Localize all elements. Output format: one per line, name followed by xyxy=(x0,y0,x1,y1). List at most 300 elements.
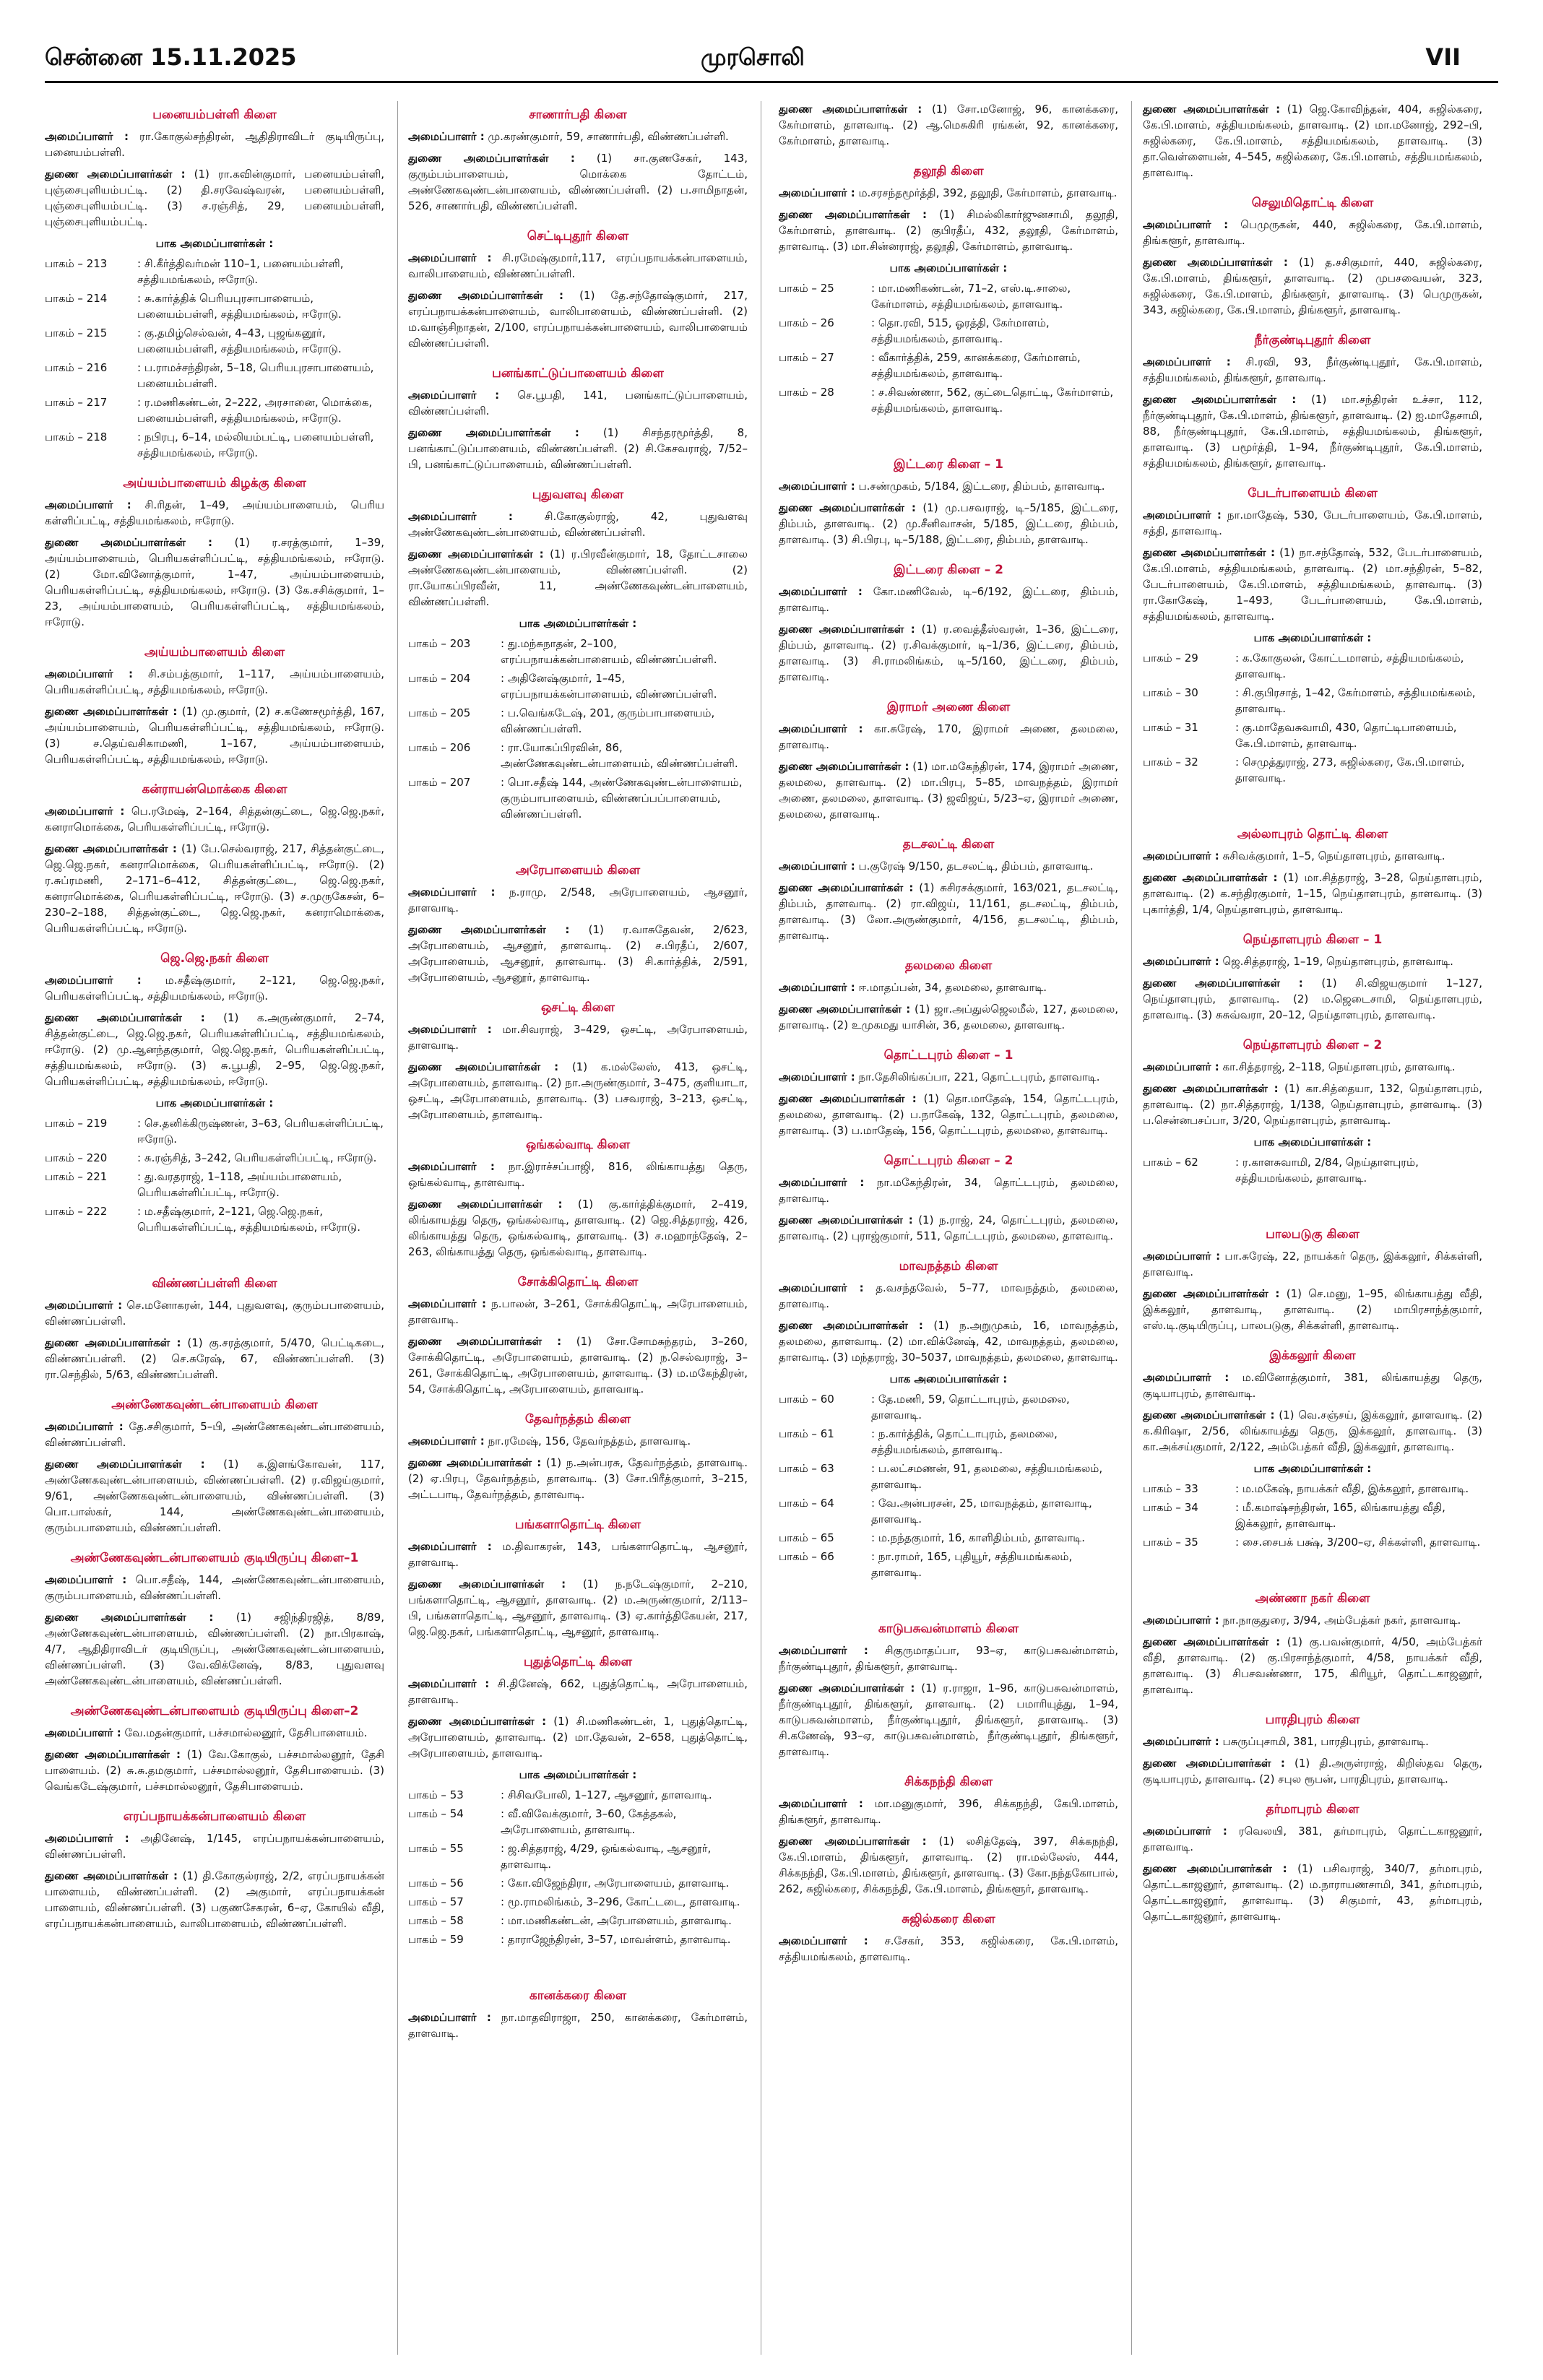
deputy-organizers-names: (1) கு.சரத்குமார், 5/470, பெட்டிகடை, விண்ணப்பள்ளி. (2) செ.சுரேஷ், 67, விண்ணப்பள்ளி. (3) ரா.செந்தில், 5/63, விண்ணப்பள்ளி. xyxy=(45,1336,384,1381)
deputy-organizers-names: (1) சஜிந்திரஜித், 8/89, அண்ணேகவுண்டன்பாளையம், விண்ணப்பள்ளி. (2) நா.பிரகாஷ், 4/7, ஆதிதிராவிடர் குடியிருப்பு, அண்ணேகவுண்டன்பாளையம், விண்ணப்பள்ளி. (3) வே.விக்னேஷ், 8/83, புதுவளவு அண்ணேகவுண்டன்பாளையம், விண்ணப்பள்ளி. xyxy=(45,1611,384,1687)
deputy-organizers-names: (1) நா.சந்தோஷ், 532, பேடர்பாளையம், கே.பி.மாளம், சத்தியமங்கலம், தாளவாடி. (2) மா.சந்திரன், 5–82, பேடர்பாளையம், கே.பி.மாளம், சத்தியமங்கலம், தாளவாடி. (3) ரா.கோகேஷ், 1–493, பேடர்பாளையம், கே.பி.மாளம், சத்தியமங்கலம், தாளவாடி. xyxy=(1143,546,1482,623)
organizer-entry xyxy=(408,1021,748,1053)
branch-section xyxy=(45,949,384,1235)
organizer-entry xyxy=(1143,354,1482,386)
branch-heading: பாரதிபுரம் கிளை xyxy=(1265,1713,1360,1727)
branch-heading: அரேபாளையம் கிளை xyxy=(515,863,641,878)
booth-row xyxy=(408,636,748,667)
booth-row xyxy=(779,1549,1118,1580)
deputy-organizers-label: துணை அமைப்பாளர்கள் : xyxy=(45,1336,181,1349)
organizer-name: மா.சிவராஜ், 3–429, ஒசட்டி, அரேபாளையம், தாளவாடி. xyxy=(408,1023,748,1052)
booth-number: பாகம் – 62 xyxy=(1143,1156,1198,1169)
booth-row xyxy=(779,280,1118,312)
branch-heading: பங்களாதொட்டி கிளை xyxy=(514,1518,641,1532)
organizer-entry xyxy=(408,387,748,419)
deputy-organizers-names: (1) தே.சந்தோஷ்குமார், 217, எரப்பநாயக்கன்பாளையம், வாலிபாளையம், விண்ணப்பள்ளி. (2) ம.வாஞ்சிநாதன், 2/100, எரப்பநாயக்கன்பாளையம், வாலிபாளையம் விண்ணப்பள்ளி. xyxy=(408,289,748,350)
organizer-entry xyxy=(1143,1248,1482,1280)
organizer-name: த.வசந்தவேல், 5–77, மாவநத்தம், தலமலை, தாளவாடி. xyxy=(779,1281,1118,1310)
booth-row xyxy=(779,315,1118,347)
deputy-organizers-label: துணை அமைப்பாளர்கள் : xyxy=(408,1060,559,1073)
booth-number: பாகம் – 64 xyxy=(779,1497,834,1510)
deputy-organizers-label: துணை அமைப்பாளர்கள் : xyxy=(408,426,579,439)
booth-row xyxy=(408,1840,748,1872)
branch-section xyxy=(408,364,748,472)
deputy-organizers-entry xyxy=(45,841,384,936)
deputy-organizers-label: துணை அமைப்பாளர்கள் : xyxy=(1143,1635,1281,1648)
booth-row xyxy=(1143,685,1482,717)
branch-heading: புதுவளவு கிளை xyxy=(532,488,624,502)
branch-section xyxy=(779,698,1118,822)
booth-row xyxy=(408,1931,748,1947)
organizer-name: மா.மனுகுமார், 396, சிக்கநந்தி, கேபி.மாளம், திங்களூர், தாளவாடி. xyxy=(779,1797,1118,1826)
branch-heading: அண்ணேகவுண்டன்பாளையம் குடியிருப்பு கிளை–2 xyxy=(70,1704,359,1718)
organizer-entry xyxy=(779,478,1118,494)
branch-heading: அண்ணேகவுண்டன்பாளையம் கிளை xyxy=(111,1398,318,1412)
branch-heading: எரப்பநாயக்கன்பாளையம் கிளை xyxy=(123,1809,306,1824)
deputy-organizers-entry xyxy=(779,1317,1118,1365)
branch-heading: புதுத்தொட்டி கிளை xyxy=(524,1655,632,1669)
deputy-organizers-entry xyxy=(1143,1081,1482,1128)
branch-section xyxy=(408,861,748,985)
organizer-label: அமைப்பாளர் : xyxy=(1143,1735,1219,1748)
booth-row xyxy=(1143,719,1482,751)
organizer-name: நா.மகேந்திரன், 34, தொட்டபுரம், தலமலை, தாளவாடி. xyxy=(779,1176,1118,1205)
booth-organizers-heading: பாக அமைப்பாளர்கள் : xyxy=(1253,1135,1372,1148)
deputy-organizers-label: துணை அமைப்பாளர்கள் : xyxy=(1143,1862,1287,1875)
branch-section xyxy=(1143,484,1482,786)
deputy-organizers-label: துணை அமைப்பாளர்கள் : xyxy=(779,760,909,773)
deputy-organizers-names: (1) சோ.சோமசுந்தரம், 3–260, சோக்கிதொட்டி, அரேபாளையம், தாளவாடி. (2) ந.செல்வராஜ், 3–261, சோக்கிதொட்டி, அரேபாளையம், தாளவாடி. (3) ம.மகேந்திரன், 54, சோக்கிதொட்டி, அரேபாளையம், தாளவாடி. xyxy=(408,1335,748,1395)
branch-heading: அண்ணா நகர் கிளை xyxy=(1255,1591,1370,1606)
booth-row xyxy=(408,705,748,737)
deputy-organizers-label: துணை அமைப்பாளர்கள் : xyxy=(408,923,570,936)
deputy-organizers-names: (1) ரா.கவின்குமார், பனையம்பள்ளி, புஞ்சைபுளியம்பட்டி. (2) தி.சரவேஷ்வரன், பனையம்பள்ளி, புஞ்சைபுளியம்பட்டி. (3) ச.ரஞ்சித், 29, பனையம்பள்ளி, புஞ்சைபுளியம்பட்டி. xyxy=(45,168,384,228)
branch-heading: இக்கலூர் கிளை xyxy=(1269,1349,1356,1363)
deputy-organizers-entry xyxy=(1143,1755,1482,1787)
branch-section xyxy=(1143,930,1482,1023)
deputy-organizers-label: துணை அமைப்பாளர்கள் : xyxy=(408,1578,566,1591)
section-spacer xyxy=(779,429,1118,451)
deputy-organizers-names: (1) ர.சரத்குமார், 1–39, அய்யம்பாளையம், பெரியகள்ளிப்பட்டி, சத்தியமங்கலம், ஈரோடு. (2) மோ.வினோத்குமார், 1–47, அய்யம்பாளையம், பெரியகள்ளிப்பட்டி, சத்தியமங்கலம், ஈரோடு. (3) கே.சசிக்குமார், 1–23, அய்யம்பாளையம், பெரியகள்ளிப்பட்டி, சத்தியமங்கலம், ஈரோடு. xyxy=(45,536,384,628)
branch-section xyxy=(45,780,384,936)
deputy-organizers-names: (1) தி.அருள்ராஜ், கிறிஸ்தவ தெரு, குடியாபுரம், தாளவாடி. (2) சபுல ரூபன், பாரதிபுரம், தாளவாடி. xyxy=(1143,1757,1482,1786)
deputy-organizers-entry xyxy=(408,1455,748,1502)
branch-section xyxy=(1143,101,1482,181)
deputy-organizers-label: துணை அமைப்பாளர்கள் : xyxy=(408,1335,562,1348)
deputy-organizers-entry xyxy=(779,621,1118,685)
deputy-organizers-names: (1) கா.சித்தையா, 132, நெய்தாளபுரம், தாளவாடி. (2) நா.சித்தராஜ், 1/138, நெய்தாளபுரம், தாளவாடி. (3) ப.சென்னபசப்பா, 3/20, நெய்தாளபுரம், தாளவாடி. xyxy=(1143,1082,1482,1127)
booth-organizer: : சை.சைபக் பக்ஷ், 3/200–ஏ, சிக்கள்ளி, தாளவாடி. xyxy=(1235,1536,1481,1549)
deputy-organizers-label: துணை அமைப்பாளர்கள் : xyxy=(408,289,564,302)
booth-organizer: : கு.மாதேவசுவாமி, 430, தொட்டிபாளையம், கே.பி.மாளம், தாளவாடி. xyxy=(1235,721,1457,750)
organizer-label: அமைப்பாளர் : xyxy=(45,1573,127,1586)
branch-section xyxy=(1143,1036,1482,1186)
deputy-organizers-names: (1) பே.செல்வராஜ், 217, சித்தன்குட்டை, ஜெ.ஜெ.நகர், கனராமொக்கை, பெரியகள்ளிப்பட்டி, ஈரோடு. (2) ர.சுப்ரமணி, 2–171–6–412, சித்தன்குட்டை, ஜெ.ஜெ.நகர், கனராமொக்கை, பெரியகள்ளிப்பட்டி, ஈரோடு. (3) ச.முருகேசன், 6–230–2–188, சித்தன்குட்டை, ஜெ.ஜெ.நகர், கனராமொக்கை, பெரியகள்ளிப்பட்டி, ஈரோடு. xyxy=(45,842,384,935)
branch-heading: தேவர்நத்தம் கிளை xyxy=(524,1412,631,1427)
organizer-label: அமைப்பாளர் : xyxy=(45,805,125,818)
booth-organizer: : கு.தமிழ்செல்வன், 4–43, புஜங்கனூர், பனையம்பள்ளி, சத்தியமங்கலம், ஈரோடு. xyxy=(137,326,342,355)
organizer-name: நா.மாதவிராஜா, 250, கானக்கரை, கேர்மாளம், தாளவாடி. xyxy=(408,2011,748,2040)
organizer-entry xyxy=(45,803,384,835)
organizer-label: அமைப்பாளர் : xyxy=(779,480,855,493)
booth-row xyxy=(45,1150,384,1166)
deputy-organizers-names: (1) செ.மனு, 1–95, லிங்காயத்து வீதி, இக்கலூர், தாளவாடி, தாளவாடி. (2) மாபிரசாந்த்குமார், எஸ்.டி.குடியிருப்பு, பாலபடுகு, சிக்கள்ளி, தாளவாடி. xyxy=(1143,1287,1482,1332)
organizer-name: பெமுருகன், 440, சுஜில்கரை, கே.பி.மாளம், திங்களூர், தாளவாடி. xyxy=(1143,218,1482,247)
deputy-organizers-entry xyxy=(779,1833,1118,1897)
booth-organizer: : ர.காளசுவாமி, 2/84, நெய்தாளபுரம், சத்தியமங்கலம், தாளவாடி. xyxy=(1235,1156,1419,1185)
deputy-organizers-label: துணை அமைப்பாளர்கள் : xyxy=(779,103,922,116)
branch-heading: அண்ணேகவுண்டன்பாளையம் குடியிருப்பு கிளை–1 xyxy=(70,1551,359,1565)
booth-row xyxy=(1143,754,1482,786)
booth-row xyxy=(779,384,1118,416)
booth-number: பாகம் – 213 xyxy=(45,257,108,270)
organizer-name: ந.ராமு, 2/548, அரேபாளையம், ஆசனூர், தாளவாடி. xyxy=(408,886,748,914)
booth-organizer: : ம.நந்தகுமார், 16, காளிதிம்பம், தாளவாடி. xyxy=(871,1531,1086,1544)
booth-number: பாகம் – 28 xyxy=(779,386,834,399)
organizer-entry xyxy=(45,1830,384,1862)
organizer-label: அமைப்பாளர் : xyxy=(779,1644,868,1657)
column-divider xyxy=(397,101,398,2355)
booth-organizer: : ப.ராமச்சந்திரன், 5–18, பெரியபுரசாபாளையம், பனையம்பள்ளி. xyxy=(137,361,374,390)
branch-section xyxy=(1143,1346,1482,1550)
branch-heading: சோக்கிதொட்டி கிளை xyxy=(517,1275,639,1289)
booth-row xyxy=(408,1894,748,1910)
booth-organizer: : ந.கார்த்திக், தொட்டாபுரம், தலமலை, சத்தியமங்கலம், தாளவாடி. xyxy=(871,1427,1058,1456)
page-number: VII xyxy=(1425,43,1461,71)
booth-number: பாகம் – 216 xyxy=(45,361,108,374)
organizer-name: கா.சுரேஷ், 170, இராமர் அணை, தலமலை, தாளவாடி. xyxy=(779,722,1118,751)
branch-heading: தடசலட்டி கிளை xyxy=(902,837,995,852)
booth-number: பாகம் – 58 xyxy=(408,1914,464,1927)
branch-section xyxy=(45,1395,384,1536)
deputy-organizers-label: துணை அமைப்பாளர்கள் : xyxy=(779,1003,911,1016)
deputy-organizers-entry xyxy=(1143,1407,1482,1455)
edition-date: சென்னை 15.11.2025 xyxy=(45,43,297,71)
organizer-label: அமைப்பாளர் : xyxy=(779,1797,863,1810)
booth-organizer: : சி.குபிரசாத், 1–42, கேர்மாளம், சத்தியமங்கலம், தாளவாடி. xyxy=(1235,686,1476,715)
branch-section xyxy=(779,1257,1118,1580)
deputy-organizers-label: துணை அமைப்பாளர்கள் : xyxy=(45,705,178,718)
column-2 xyxy=(408,101,748,2054)
organizer-name: பசுருப்புசாமி, 381, பாரதிபுரம், தாளவாடி. xyxy=(1222,1735,1429,1748)
branch-heading: பனையம்பள்ளி கிளை xyxy=(152,108,277,122)
organizer-label: அமைப்பாளர் : xyxy=(408,1677,490,1690)
organizer-entry xyxy=(779,979,1118,995)
organizer-label: அமைப்பாளர் : xyxy=(408,2011,491,2024)
deputy-organizers-names: (1) மு.குமார், (2) ச.கணேசமூர்த்தி, 167, அய்யம்பாளையம், பெரியகள்ளிப்பட்டி, சத்தியமங்கலம், ஈரோடு. (3) ச.தெய்வசிகாமணி, 1–167, அய்யம்பாளையம், பெரியகள்ளிப்பட்டி, சத்தியமங்கலம், ஈரோடு. xyxy=(45,705,384,766)
organizer-name: நா.ரமேஷ், 156, தேவர்நத்தம், தாளவாடி. xyxy=(488,1435,691,1448)
organizer-name: மு.கரண்குமார், 59, சாணார்பதி, விண்ணப்பள்ளி. xyxy=(488,130,729,143)
deputy-organizers-names: (1) வெ.சஞ்சய், இக்கலூர், தாளவாடி. (2) க.கிரிஷா, 2/56, லிங்காயத்து தெரு, இக்கலூர், தாளவாடி. (3) கா.அக்சய்குமார், 2/122, அம்பேத்கர் வீதி, இக்கலூர், தாளவாடி. xyxy=(1143,1408,1482,1453)
deputy-organizers-names: (1) சிமல்லிகார்ஜுனசாமி, தலூதி, கேர்மாளம், தாளவாடி. (2) குபிரதீப், 432, தலூதி, கேர்மாளம், தாளவாடி. (3) மா.சின்னராஜ், தலூதி, கேர்மாளம், தாளவாடி. xyxy=(779,208,1118,253)
section-spacer xyxy=(1143,799,1482,821)
deputy-organizers-names: (1) கு.கார்த்திக்குமார், 2–419, லிங்காயத்து தெரு, ஒங்கல்வாடி, தாளவாடி. (2) ஜெ.சித்தராஜ், 426, லிங்காயத்து தெரு, ஒங்கல்வாடி, தாளவாடி. (3) ச.மஹாந்தேஷ், 2–263, லிங்காயத்து தெரு, ஒங்கல்வாடி, தாளவாடி. xyxy=(408,1198,748,1258)
booth-organizer: : து.வரதராஜ், 1–118, அய்யம்பாளையம், பெரியகள்ளிப்பட்டி, ஈரோடு. xyxy=(137,1170,342,1199)
organizer-label: அமைப்பாளர் : xyxy=(45,1726,121,1739)
organizer-entry xyxy=(1143,1612,1482,1628)
organizer-label: அமைப்பாளர் : xyxy=(779,1070,855,1083)
organizer-label: அமைப்பாளர் : xyxy=(408,510,513,523)
branch-heading: நீர்குண்டிபுதூர் கிளை xyxy=(1254,333,1371,347)
organizer-entry xyxy=(1143,1734,1482,1749)
booth-row xyxy=(45,429,384,461)
section-spacer xyxy=(1143,1199,1482,1221)
organizer-label: அமைப்பாளர் : xyxy=(779,1934,868,1947)
organizer-entry xyxy=(45,1725,384,1741)
deputy-organizers-names: (1) வே.கோகுல், பச்சமால்லனூர், தேசி பாளையம். (2) சு.சு.தமகுமார், பச்சமால்லனூர், தேசிபாளையம். (3) வெங்கடேஷ்குமார், பச்சமால்லனூர், தேசிபாளையம். xyxy=(45,1748,384,1793)
deputy-organizers-entry xyxy=(779,1212,1118,1244)
branch-heading: விண்ணப்பள்ளி கிளை xyxy=(152,1276,277,1291)
booth-number: பாகம் – 221 xyxy=(45,1170,108,1183)
branch-section xyxy=(45,1807,384,1931)
organizer-entry xyxy=(779,1933,1118,1965)
booth-organizer: : ம.மகேஷ், நாயக்கர் வீதி, இக்கலூர், தாளவாடி. xyxy=(1235,1482,1469,1495)
booth-organizers-heading: பாக அமைப்பாளர்கள் : xyxy=(519,617,637,630)
organizer-label: அமைப்பாளர் : xyxy=(1143,955,1219,968)
booth-organizer: : சு.கார்த்திக் பெரியபுரசாபாளையம், பனையம்பள்ளி, சத்தியமங்கலம், ஈரோடு. xyxy=(137,292,342,321)
branch-heading: காடுபசுவன்மாளம் கிளை xyxy=(878,1622,1019,1636)
booth-organizers-heading: பாக அமைப்பாளர்கள் : xyxy=(155,237,274,250)
branch-heading: ஒசட்டி கிளை xyxy=(541,1000,615,1015)
deputy-organizers-names: (1) ந.அன்பரசு, தேவர்நத்தம், தாளவாடி. (2) ஏ.பிரபு, தேவர்நத்தம், தாளவாடி. (3) சோ.பிரீத்குமார், 3–215, அட்டபாடி, தேவர்நத்தம், தாளவாடி. xyxy=(408,1456,748,1501)
booth-row xyxy=(1143,650,1482,682)
booth-organizer: : மீ.கமாஷ்சந்திரன், 165, லிங்காயத்து வீதி, இக்கலூர், தாளவாடி. xyxy=(1235,1501,1445,1530)
organizer-entry xyxy=(1143,848,1482,864)
organizer-name: ரவெலயி, 381, தர்மாபுரம், தொட்டகாஜனூர், தாளவாடி. xyxy=(1143,1825,1482,1853)
deputy-organizers-entry xyxy=(45,1010,384,1089)
booth-organizer: : தொ.ரவி, 515, ஓரத்தி, கேர்மாளம், சத்தியமங்கலம், தாளவாடி. xyxy=(871,316,1050,345)
booth-number: பாகம் – 25 xyxy=(779,282,834,295)
deputy-organizers-names: (1) ர.பிரவீன்குமார், 18, தோட்டசாலை அண்ணேகவுண்டன்பாளையம், விண்ணப்பள்ளி. (2) ரா.யோகப்பிரவீன், 11, அண்ணேகவுண்டன்பாளையம், விண்ணப்பள்ளி. xyxy=(408,548,748,608)
organizer-entry xyxy=(779,1069,1118,1085)
booth-number: பாகம் – 207 xyxy=(408,776,471,789)
organizer-entry xyxy=(1143,1823,1482,1855)
branch-section xyxy=(779,956,1118,1033)
deputy-organizers-entry xyxy=(45,1868,384,1931)
organizer-name: நா.நாகுதுரை, 3/94, அம்பேத்கர் நகர், தாளவாடி. xyxy=(1222,1614,1461,1627)
branch-section xyxy=(779,1910,1118,1965)
deputy-organizers-entry xyxy=(779,1091,1118,1138)
branch-heading: சுஜில்கரை கிளை xyxy=(902,1912,995,1926)
booth-number: பாகம் – 30 xyxy=(1143,686,1198,699)
booth-organizers-heading: பாக அமைப்பாளர்கள் : xyxy=(1253,1462,1372,1475)
deputy-organizers-names: (1) தி.கோகுல்ராஜ், 2/2, எரப்பநாயக்கன் பாளையம், விண்ணப்பள்ளி. (2) அகுமார், எரப்பநாயக்கன் பாளையம், விண்ணப்பள்ளி. (3) பகுணசேகரன், 6–ஏ, கோயில் வீதி, எரப்பநாயக்கன்பாளையம், வாலிபாளையம், விண்ணப்பள்ளி. xyxy=(45,1869,384,1930)
booth-organizer: : வே.அன்பரசன், 25, மாவநத்தம், தாளவாடி, தாளவாடி. xyxy=(871,1497,1092,1526)
organizer-label: அமைப்பாளர் : xyxy=(45,667,133,680)
booth-row xyxy=(1143,1534,1482,1550)
branch-section xyxy=(45,105,384,461)
organizer-name: சி.ரமேஷ்குமார்,117, எரப்பநாயக்கன்பாளையம், வாலிபாளையம், விண்ணப்பள்ளி. xyxy=(408,251,748,280)
booth-number: பாகம் – 29 xyxy=(1143,652,1198,665)
booth-row xyxy=(45,256,384,287)
branch-section xyxy=(408,1515,748,1640)
organizer-label: அமைப்பாளர் : xyxy=(779,1281,864,1294)
organizer-entry xyxy=(45,1297,384,1329)
deputy-organizers-label: துணை அமைப்பாளர்கள் : xyxy=(1143,393,1297,406)
organizer-label: அமைப்பாளர் : xyxy=(1143,1060,1219,1073)
organizer-label: அமைப்பாளர் : xyxy=(45,1832,129,1845)
header-rule xyxy=(45,81,1498,83)
booth-organizers-heading: பாக அமைப்பாளர்கள் : xyxy=(889,261,1008,274)
booth-row xyxy=(45,290,384,322)
deputy-organizers-names: (1) ஜெ.கோவிந்தன், 404, சுஜில்கரை, கே.பி.மாளம், சத்தியமங்கலம், தாளவாடி. (2) மா.மனோஜ், 292–பி, சுஜில்கரை, கே.பி.மாளம், சத்தியமங்கலம், தாளவாடி. (3) தா.வெள்ளையன், 4–545, சுஜில்கரை, கே.பி.மாளம், சத்தியமங்கலம், தாளவாடி. xyxy=(1143,103,1482,179)
booth-organizer: : க.கோகுலன், கோட்டமாளம், சத்தியமங்கலம், தாளவாடி. xyxy=(1235,652,1464,680)
deputy-organizers-label: துணை அமைப்பாளர்கள் : xyxy=(45,1611,214,1624)
booth-organizers-heading: பாக அமைப்பாளர்கள் : xyxy=(155,1096,274,1109)
booth-number: பாகம் – 63 xyxy=(779,1462,834,1475)
deputy-organizers-entry xyxy=(408,922,748,985)
deputy-organizers-names: (1) ஜா.அப்துல்ஜெலமீல், 127, தலமலை, தாளவாடி. (2) உமுகமது யாசின், 36, தலமலை, தாளவாடி. xyxy=(779,1003,1118,1031)
booth-number: பாகம் – 27 xyxy=(779,351,834,364)
branch-heading: அய்யம்பாளையம் கிளை xyxy=(144,645,285,659)
booth-number: பாகம் – 32 xyxy=(1143,756,1198,769)
deputy-organizers-entry xyxy=(1143,1286,1482,1333)
booth-organizer: : ப.வெங்கடேஷ், 201, குரும்பாபாளையம், விண்ணப்பள்ளி. xyxy=(501,706,715,735)
deputy-organizers-entry xyxy=(408,546,748,610)
section-spacer xyxy=(408,1960,748,1982)
deputy-organizers-label: துணை அமைப்பாளர்கள் : xyxy=(45,168,186,181)
deputy-organizers-entry xyxy=(1143,545,1482,624)
organizer-name: சி.தினேஷ், 662, புதுத்தொட்டி, அரேபாளையம், தாளவாடி. xyxy=(408,1677,748,1706)
organizer-name: ஜெ.சித்தராஜ், 1–19, நெய்தாளபுரம், தாளவாடி. xyxy=(1222,955,1453,968)
organizer-label: அமைப்பாளர் : xyxy=(408,1297,486,1310)
branch-section xyxy=(45,1549,384,1689)
organizer-label: அமைப்பாளர் : xyxy=(408,1160,495,1173)
booth-organizer: : கோ.விஜேந்திரா, அரேபாளையம், தாளவாடி. xyxy=(501,1877,730,1890)
deputy-organizers-names: (1) சிசந்தரமூர்த்தி, 8, பனங்காட்டுப்பாளையம், விண்ணப்பள்ளி. (2) சி.கேசவராஜ், 7/52–பி, பனங்காட்டுப்பாளையம், விண்ணப்பள்ளி. xyxy=(408,426,748,471)
organizer-label: அமைப்பாளர் : xyxy=(1143,355,1231,368)
deputy-organizers-names: (1) க.இளங்கோவன், 117, அண்ணேகவுண்டன்பாளையம், விண்ணப்பள்ளி. (2) ர.விஜய்குமார், 9/61, அண்ணேகவுண்டன்பாளையம், விண்ணப்பள்ளி. (3) பொ.பாஸ்கர், 144, அண்ணேகவுண்டன்பாளையம், குரும்பபாளையம், விண்ணப்பள்ளி. xyxy=(45,1458,384,1534)
deputy-organizers-entry xyxy=(408,1196,748,1260)
booth-organizers-heading: பாக அமைப்பாளர்கள் : xyxy=(1253,631,1372,644)
booth-organizers-heading: பாக அமைப்பாளர்கள் : xyxy=(519,1768,637,1781)
deputy-organizers-names: (1) ர.ராஜா, 1–96, காடுபசுவன்மாளம், நீர்குண்டிபுதூர், திங்களூர், தாளவாடி. (2) பமாரியுத்து, 1–94, காடுபசுவன்மாளம், நீர்குண்டிபுதூர், திங்களூர், தாளவாடி. (3) சி.கணேஷ், 93–ஏ, காடுபசுவன்மாளம், நீர்குண்டிபுதூர், திங்களூர், தாளவாடி. xyxy=(779,1682,1118,1758)
deputy-organizers-label: துணை அமைப்பாளர்கள் : xyxy=(1143,1757,1285,1770)
booth-row xyxy=(45,1169,384,1200)
organizer-name: ம.வினோத்குமார், 381, லிங்காயத்து தெரு, குடியாபுரம், தாளவாடி. xyxy=(1143,1371,1482,1400)
deputy-organizers-entry xyxy=(45,166,384,230)
deputy-organizers-entry xyxy=(408,1713,748,1761)
deputy-organizers-label: துணை அமைப்பாளர்கள் : xyxy=(1143,103,1281,116)
organizer-label: அமைப்பாளர் : xyxy=(408,389,500,402)
branch-heading: தர்மாபுரம் கிளை xyxy=(1266,1802,1360,1817)
branch-heading: பனங்காட்டுப்பாளையம் கிளை xyxy=(492,366,664,381)
booth-organizer: : மா.மணிகண்டன், அரேபாளையம், தாளவாடி. xyxy=(501,1914,732,1927)
branch-heading: தலூதி கிளை xyxy=(913,164,984,178)
organizer-name: ந.பாலன், 3–261, சோக்கிதொட்டி, அரேபாளையம், தாளவாடி. xyxy=(408,1297,748,1326)
organizer-entry xyxy=(779,1280,1118,1312)
branch-section xyxy=(45,643,384,767)
booth-organizer: : செமுத்துராஜ், 273, சுஜில்கரை, கே.பி.மாளம், தாளவாடி. xyxy=(1235,756,1465,784)
branch-section xyxy=(408,227,748,351)
organizer-entry xyxy=(45,1572,384,1604)
branch-section xyxy=(45,1274,384,1382)
organizer-label: அமைப்பாளர் : xyxy=(45,1299,123,1312)
organizer-entry xyxy=(408,509,748,540)
booth-number: பாகம் – 66 xyxy=(779,1550,834,1563)
deputy-organizers-entry xyxy=(408,150,748,214)
deputy-organizers-label: துணை அமைப்பாளர்கள் : xyxy=(45,842,177,855)
branch-heading: நெய்தாளபுரம் கிளை – 1 xyxy=(1242,932,1383,947)
booth-number: பாகம் – 218 xyxy=(45,430,108,443)
deputy-organizers-entry xyxy=(45,704,384,767)
branch-section xyxy=(779,835,1118,943)
organizer-entry xyxy=(779,1174,1118,1206)
deputy-organizers-label: துணை அமைப்பாளர்கள் : xyxy=(1143,977,1303,990)
deputy-organizers-label: துணை அமைப்பாளர்கள் : xyxy=(408,548,544,561)
deputy-organizers-label: துணை அமைப்பாளர்கள் : xyxy=(408,1456,542,1469)
deputy-organizers-names: (1) ந.நடேஷ்குமார், 2–210, பங்களாதொட்டி, ஆசனூர், தாளவாடி. (2) ம.அருண்குமார், 2/113–பி, பங்களாதொட்டி, ஆசனூர், தாளவாடி. (3) ஏ.கார்த்திகேயன், 217, ஜெ.ஜெ.நகர், பங்களாதொட்டி, ஆசனூர், தாளவாடி. xyxy=(408,1578,748,1638)
deputy-organizers-entry xyxy=(408,1576,748,1640)
branch-section xyxy=(408,1135,748,1260)
deputy-organizers-label: துணை அமைப்பாளர்கள் : xyxy=(45,1869,178,1882)
deputy-organizers-names: (1) பசிவராஜ், 340/7, தர்மாபுரம், தொட்டகாஜனூர், தாளவாடி. (2) ம.நாராயணசாமி, 341, தர்மாபுரம், தொட்டகாஜனூர், தாளவாடி. (3) சிகுமார், 43, தர்மாபுரம், தொட்டகாஜனூர், தாளவாடி. xyxy=(1143,1862,1482,1923)
organizer-label: அமைப்பாளர் : xyxy=(45,1420,124,1433)
booth-number: பாகம் – 56 xyxy=(408,1877,464,1890)
organizer-name: ப.குரேஷ் 9/150, தடசலட்டி, திம்பம், தாளவாடி. xyxy=(858,860,1094,873)
booth-organizer: : நபிரபு, 6–14, மல்லியம்பட்டி, பனையம்பள்ளி, சத்தியமங்கலம், ஈரோடு. xyxy=(137,430,374,459)
organizer-label: அமைப்பாளர் : xyxy=(779,1176,865,1189)
organizer-entry xyxy=(1143,953,1482,969)
booth-row xyxy=(408,774,748,822)
deputy-organizers-names: (1) சா.குணசேகர், 143, குரும்பம்பாளையம், மொக்கை தோட்டம், அண்ணேகவுண்டன்பாளையம், விண்ணப்பள்ளி. (2) ப.சாமிநாதன், 526, சாணார்பதி, விண்ணப்பள்ளி. xyxy=(408,152,748,212)
organizer-label: அமைப்பாளர் : xyxy=(1143,849,1219,862)
organizer-name: அதினேஷ், 1/145, எரப்பநாயக்கன்பாளையம், விண்ணப்பள்ளி. xyxy=(45,1832,384,1861)
branch-section xyxy=(1143,1800,1482,1924)
deputy-organizers-names: (1) ர.வைத்தீஸ்வரன், 1–36, இட்டரை, திம்பம், தாளவாடி. (2) ர.சிவக்குமார், டி–1/36, இட்டரை, திம்பம், தாளவாடி. (3) சி.ராமலிங்கம், டி–5/160, இட்டரை, திம்பம், தாளவாடி. xyxy=(779,623,1118,683)
branch-section xyxy=(779,1046,1118,1138)
organizer-name: ப.சண்முகம், 5/184, இட்டரை, திம்பம், தாளவாடி. xyxy=(858,480,1105,493)
branch-section xyxy=(408,485,748,822)
booth-number: பாகம் – 204 xyxy=(408,672,471,685)
newspaper-title: முரசொலி xyxy=(701,43,805,71)
booth-row xyxy=(1143,1500,1482,1531)
section-spacer xyxy=(408,835,748,857)
organizer-entry xyxy=(45,972,384,1004)
deputy-organizers-names: (1) ந.ராஜ், 24, தொட்டபுரம், தலமலை, தாளவாடி. (2) புராஜ்குமார், 511, தொட்டபுரம், தலமலை, தாளவாடி. xyxy=(779,1213,1118,1242)
deputy-organizers-entry xyxy=(45,535,384,630)
organizer-label: அமைப்பாளர் : xyxy=(1143,509,1222,522)
organizer-entry xyxy=(408,1433,748,1449)
organizer-name: பா.சுரேஷ், 22, நாயக்கர் தெரு, இக்கலூர், சிக்கள்ளி, தாளவாடி. xyxy=(1143,1250,1482,1278)
booth-number: பாகம் – 219 xyxy=(45,1117,108,1130)
booth-row xyxy=(408,1806,748,1838)
organizer-entry xyxy=(408,884,748,916)
booth-row xyxy=(45,360,384,391)
organizer-entry xyxy=(45,1419,384,1450)
booth-organizer: : செ.தனிக்கிருஷ்ணன், 3–63, பெரியகள்ளிப்பட்டி, ஈரோடு. xyxy=(137,1117,384,1146)
branch-section xyxy=(45,1702,384,1794)
organizer-label: அமைப்பாளர் : xyxy=(408,1435,485,1448)
organizer-name: சி.கோகுல்ராஜ், 42, புதுவளவு அண்ணேகவுண்டன்பாளையம், விண்ணப்பள்ளி. xyxy=(408,510,748,539)
deputy-organizers-names: (1) சி.மணிகண்டன், 1, புதுத்தொட்டி, அரேபாளையம், தாளவாடி. (2) மா.தேவன், 2–658, புதுத்தொட்டி, அரேபாளையம், தாளவாடி. xyxy=(408,1715,748,1760)
organizer-label: அமைப்பாளர் : xyxy=(45,130,129,143)
booth-number: பாகம் – 34 xyxy=(1143,1501,1198,1514)
organizer-name: நா.இராச்சப்பாஜி, 816, லிங்காயத்து தெரு, ஒங்கல்வாடி, தாளவாடி. xyxy=(408,1160,748,1189)
deputy-organizers-label: துணை அமைப்பாளர்கள் : xyxy=(45,1748,181,1761)
booth-row xyxy=(45,1203,384,1235)
organizer-entry xyxy=(1143,507,1482,539)
deputy-organizers-label: துணை அமைப்பாளர்கள் : xyxy=(779,501,916,514)
booth-number: பாகம் – 35 xyxy=(1143,1536,1198,1549)
branch-section xyxy=(779,1773,1118,1897)
organizer-name: சி.ரிதன், 1–49, அய்யம்பாளையம், பெரிய கள்ளிப்பட்டி, சத்தியமங்கலம், ஈரோடு. xyxy=(45,498,384,527)
booth-row xyxy=(1143,1154,1482,1186)
deputy-organizers-entry xyxy=(1143,975,1482,1023)
branch-heading: தொட்டபுரம் கிளை – 2 xyxy=(883,1154,1013,1168)
deputy-organizers-entry xyxy=(45,1335,384,1382)
deputy-organizers-label: துணை அமைப்பாளர்கள் : xyxy=(1143,871,1278,884)
